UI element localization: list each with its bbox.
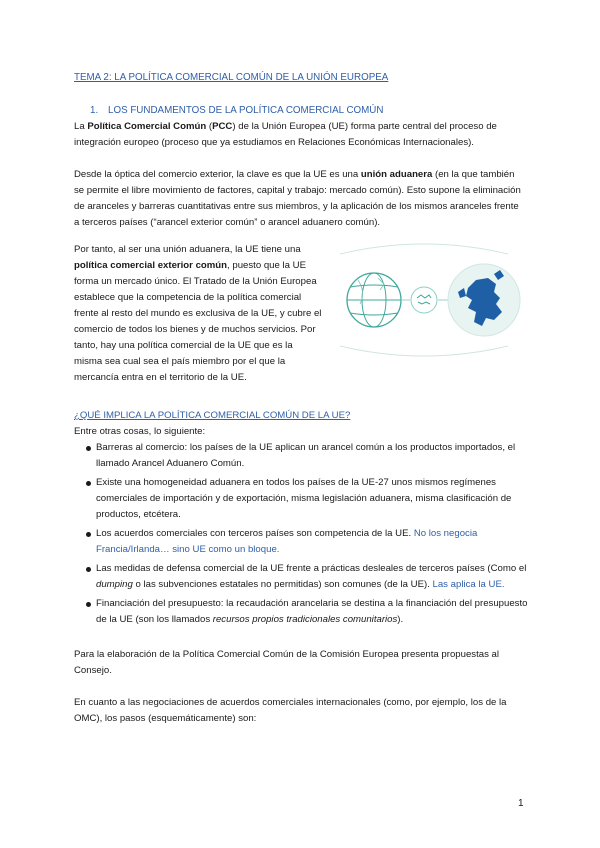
section-heading-text: LOS FUNDAMENTOS DE LA POLÍTICA COMERCIAL COMÚN	[108, 105, 384, 116]
eu-map-icon	[448, 264, 520, 336]
list-item-text: Los acuerdos comerciales con terceros países son competencia de la UE.	[96, 528, 414, 539]
list-item	[74, 475, 534, 523]
annotation-note: No los negocia Francia/Irlanda… sino UE como un bloque.	[96, 528, 478, 555]
paragraph-comision: Para la elaboración de la Política Comercial Común de la Comisión Europea presenta propuestas al Consejo.	[74, 649, 500, 676]
list-item-text: o las subvenciones estatales no permitidas) son comunes (de la UE).	[132, 579, 433, 590]
bold-term: Política Comercial Común	[87, 121, 207, 132]
text-run: La	[74, 121, 88, 132]
list-item-text: Las medidas de defensa comercial de la UE frente a prácticas desleales de terceros países (Como el	[96, 563, 527, 574]
decorative-arc	[340, 346, 508, 356]
list-item	[74, 440, 534, 472]
text-run: (en la que también se permite el libre movimiento de factores, capital y trabajo: mercado común). Esto supone la eliminación de aranceles y barreras cuantitativas entre sus miembros, y la aplicación de los mismos aranceles frente a terceros países (“arancel exterior común” o arancel aduanero común).	[74, 169, 521, 228]
annotation-note: Las aplica la UE.	[432, 579, 505, 590]
section-number: 1.	[90, 105, 99, 116]
intro-text: Entre otras cosas, lo siguiente:	[74, 426, 206, 437]
bullet-icon	[86, 602, 91, 607]
text-run: , puesto que la UE forma un mercado único. El Tratado de la Unión Europea establece que la competencia de la política comercial frente al resto del mundo es exclusiva de la UE, y cubre el comercio de todos los bienes y de muchos servicios. Por tanto, hay una política comercial de la UE que es la misma sea cual sea el país miembro por el que la mercancía entra en el territorio de la UE.	[74, 260, 322, 383]
bullet-icon	[86, 446, 91, 451]
bold-term: unión aduanera	[360, 169, 433, 180]
document-title: TEMA 2: LA POLÍTICA COMERCIAL COMÚN DE LA UNIÓN EUROPEA	[74, 72, 389, 83]
italic-term: dumping	[96, 579, 133, 590]
list-item	[74, 561, 534, 593]
italic-term: recursos propios tradicionales comunitarios	[212, 614, 398, 625]
paragraph-pcc	[74, 119, 526, 151]
globe-icon	[347, 273, 401, 327]
paragraph-politica-exterior	[74, 242, 322, 386]
bullet-icon	[86, 567, 91, 572]
section-heading-1	[90, 103, 383, 119]
text-run: ) de la Unión Europea (UE) forma parte central del proceso de integración europeo (proceso que ya estudiamos en Relaciones Económicas Internacionales).	[74, 121, 497, 148]
list-item	[74, 596, 534, 628]
list-item-text: Barreras al comercio: los países de la UE aplican un arancel común a los productos importados, el llamado Arancel Aduanero Común.	[96, 442, 516, 469]
bullet-icon	[86, 532, 91, 537]
list-item-text: Existe una homogeneidad aduanera en todos los países de la UE-27 unos mismos regímenes comerciales de importación y de exportación, misma legislación aduanera, misma clasificación de productos, etcétera.	[96, 477, 512, 520]
illustration-svg	[318, 240, 530, 360]
paragraph-negociaciones: En cuanto a las negociaciones de acuerdos comerciales internacionales (como, por ejemplo, los de la OMC), los pasos (esquemáticamente) son:	[74, 697, 507, 724]
section-heading-2: ¿QUÉ IMPLICA LA POLÍTICA COMERCIAL COMÚN DE LA UE?	[74, 410, 351, 421]
page-number: 1	[518, 798, 524, 809]
trade-policy-illustration	[318, 240, 530, 360]
list-item-text: ).	[397, 614, 404, 625]
text-run: Por tanto, al ser una unión aduanera, la UE tiene una	[74, 244, 301, 255]
list-item	[74, 526, 534, 558]
list-item-text: Financiación del presupuesto: la recaudación arancelaria se destina a la financiación del presupuesto de la UE (son los llamados	[96, 598, 528, 625]
text-run: Desde la óptica del comercio exterior, la clave es que la UE es una	[74, 169, 361, 180]
decorative-arc	[340, 244, 508, 254]
handshake-icon	[411, 287, 437, 313]
text-run: (	[206, 121, 213, 132]
paragraph-union-aduanera	[74, 167, 526, 231]
bold-term: política comercial exterior común	[74, 260, 228, 271]
implications-list	[74, 440, 534, 631]
bullet-icon	[86, 481, 91, 486]
bold-term: PCC	[212, 121, 233, 132]
